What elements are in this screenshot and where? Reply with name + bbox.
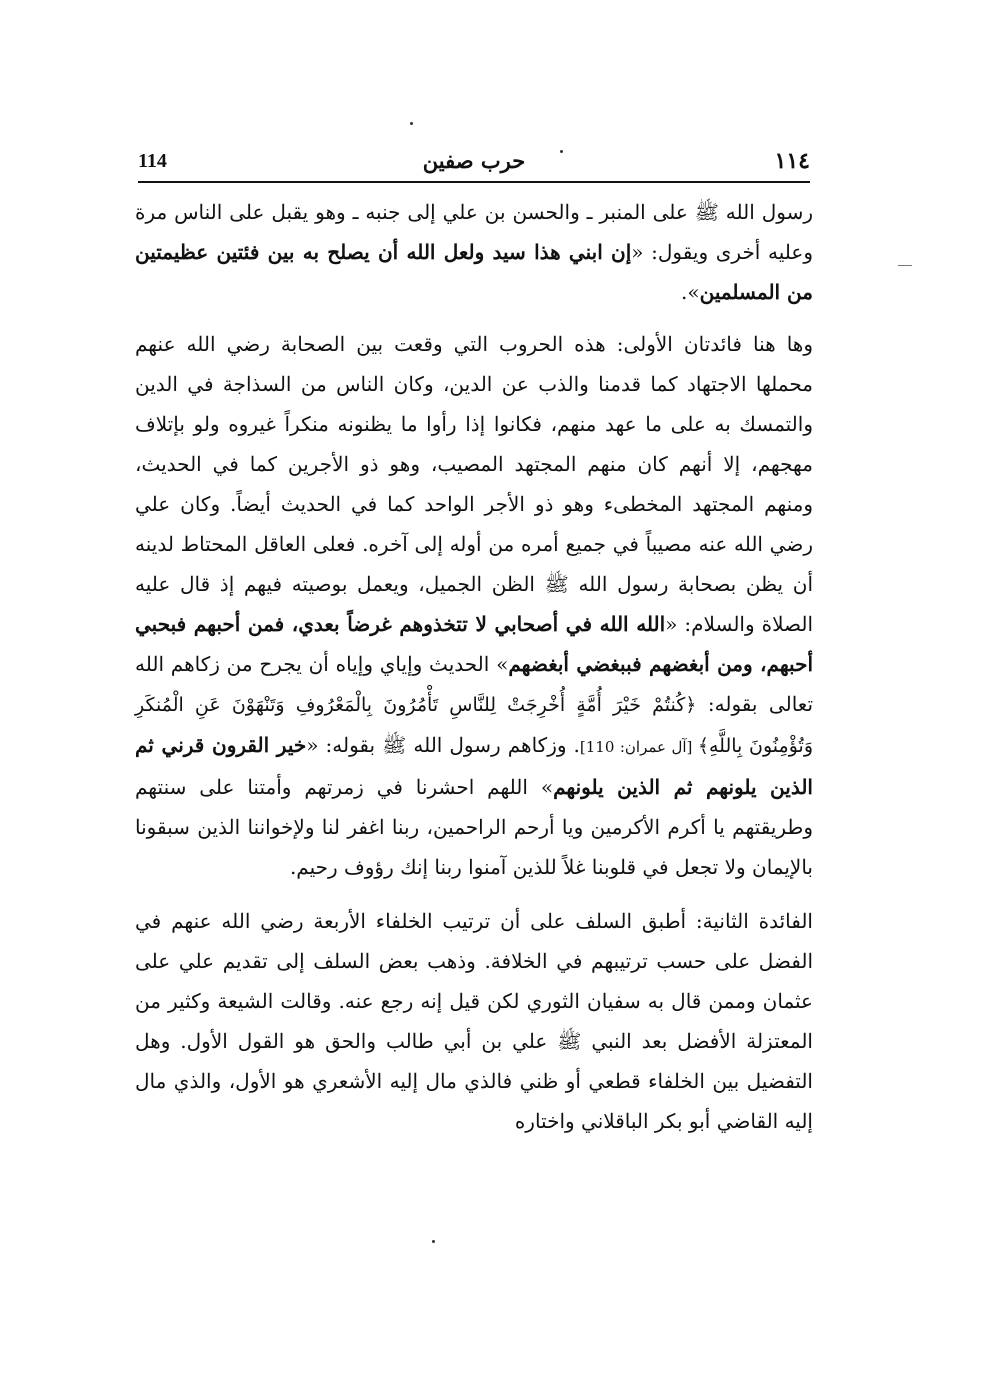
text-run: » اللهم احشرنا في زمرتهم وأمتنا على سنتهم وطريقتهم يا أكرم الأكرمين ويا أرحم الراحمين، ربنا اغفر لنا ولإخواننا الذين سبقونا بالإيمان ولا تجعل في قلوبنا غلاً للذين آمنوا ربنا إنك رؤوف رحيم. <box>135 775 813 879</box>
text-run: ». <box>681 280 700 304</box>
quran-verse: ﴿كُنتُمْ خَيْرَ أُمَّةٍ أُخْرِجَتْ لِلنَّاسِ تَأْمُرُونَ بِالْمَعْرُوفِ وَتَنْهَوْنَ عَنِ الْمُنكَرِ وَتُؤْمِنُونَ بِاللَّهِ﴾ <box>135 694 813 757</box>
text-run: » الحديث وإياي وإياه أن يجرح من زكاهم الله تعالى بقوله: <box>135 652 814 716</box>
text-run: وها هنا فائدتان الأولى: هذه الحروب التي وقعت بين الصحابة رضي الله عنهم محملها الاجتهاد كما قدمنا والذب عن الدين، وكان الناس من السذاجة في الدين والتمسك به على ما عهد منهم، فكانوا إذا رأوا ما يظنونه منكراً غيروه ولو بإتلاف مهجهم، إلا أنهم كان منهم المجتهد المصيب، وهو ذو الأجرين كما في الحديث، ومنهم المجتهد المخطىء وهو ذو الأجر الواحد كما في الحديث أيضاً. وكان علي رضي الله عنه مصيباً في جميع أمره من أوله إلى آخره. فعلى العاقل المحتاط لدينه أن يظن بصحابة رسول الله ﷺ الظن الجميل، ويعمل بوصيته فيهم إذ قال عليه الصلاة والسلام: « <box>135 332 814 636</box>
scan-speck <box>410 122 413 125</box>
scan-speck <box>432 1240 435 1243</box>
margin-mark <box>898 265 912 266</box>
text-run: الفائدة الثانية: أطبق السلف على أن ترتيب الخلفاء الأربعة رضي الله عنهم في الفضل على حسب ترتيبهم في الخلافة. وذهب بعض السلف إلى تقديم علي على عثمان وممن قال به سفيان الثوري لكن قيل إنه رجع عنه. وقالت الشيعة وكثير من المعتزلة الأفضل بعد النبي ﷺ علي بن أبي طالب والحق هو القول الأول. وهل التفضيل بين الخلفاء قطعي أو ظني فالذي مال إليه الأشعري هو الأول، والذي مال إليه القاضي أبو بكر الباقلاني واختاره <box>135 909 813 1133</box>
page-number-latin: 114 <box>138 150 167 172</box>
header-rule <box>138 181 810 183</box>
verse-citation: [آل عمران: 110] <box>579 738 698 756</box>
body-text <box>135 192 813 1141</box>
page-number-arabic: ١١٤ <box>774 148 810 174</box>
paragraph-3 <box>135 901 813 1141</box>
hadith-quote: خير القرون قرني ثم الذين يلونهم ثم الذين يلونهم <box>135 733 813 799</box>
paragraph-2 <box>135 324 813 887</box>
text-run: . وزكاهم رسول الله ﷺ بقوله: « <box>306 733 580 757</box>
running-title: حرب صفين <box>422 148 526 173</box>
running-header <box>138 148 810 182</box>
hadith-quote: الله الله في أصحابي لا تتخذوهم غرضاً بعدي، فمن أحبهم فبحبي أحبهم، ومن أبغضهم فببغضي أبغضهم <box>135 612 813 676</box>
hadith-quote: إن ابني هذا سيد ولعل الله أن يصلح به بين فئتين عظيمتين من المسلمين <box>135 240 813 304</box>
text-run: رسول الله ﷺ على المنبر ـ والحسن بن علي إلى جنبه ـ وهو يقبل على الناس مرة وعليه أخرى ويقول: « <box>135 200 813 264</box>
paragraph-1 <box>135 192 813 312</box>
